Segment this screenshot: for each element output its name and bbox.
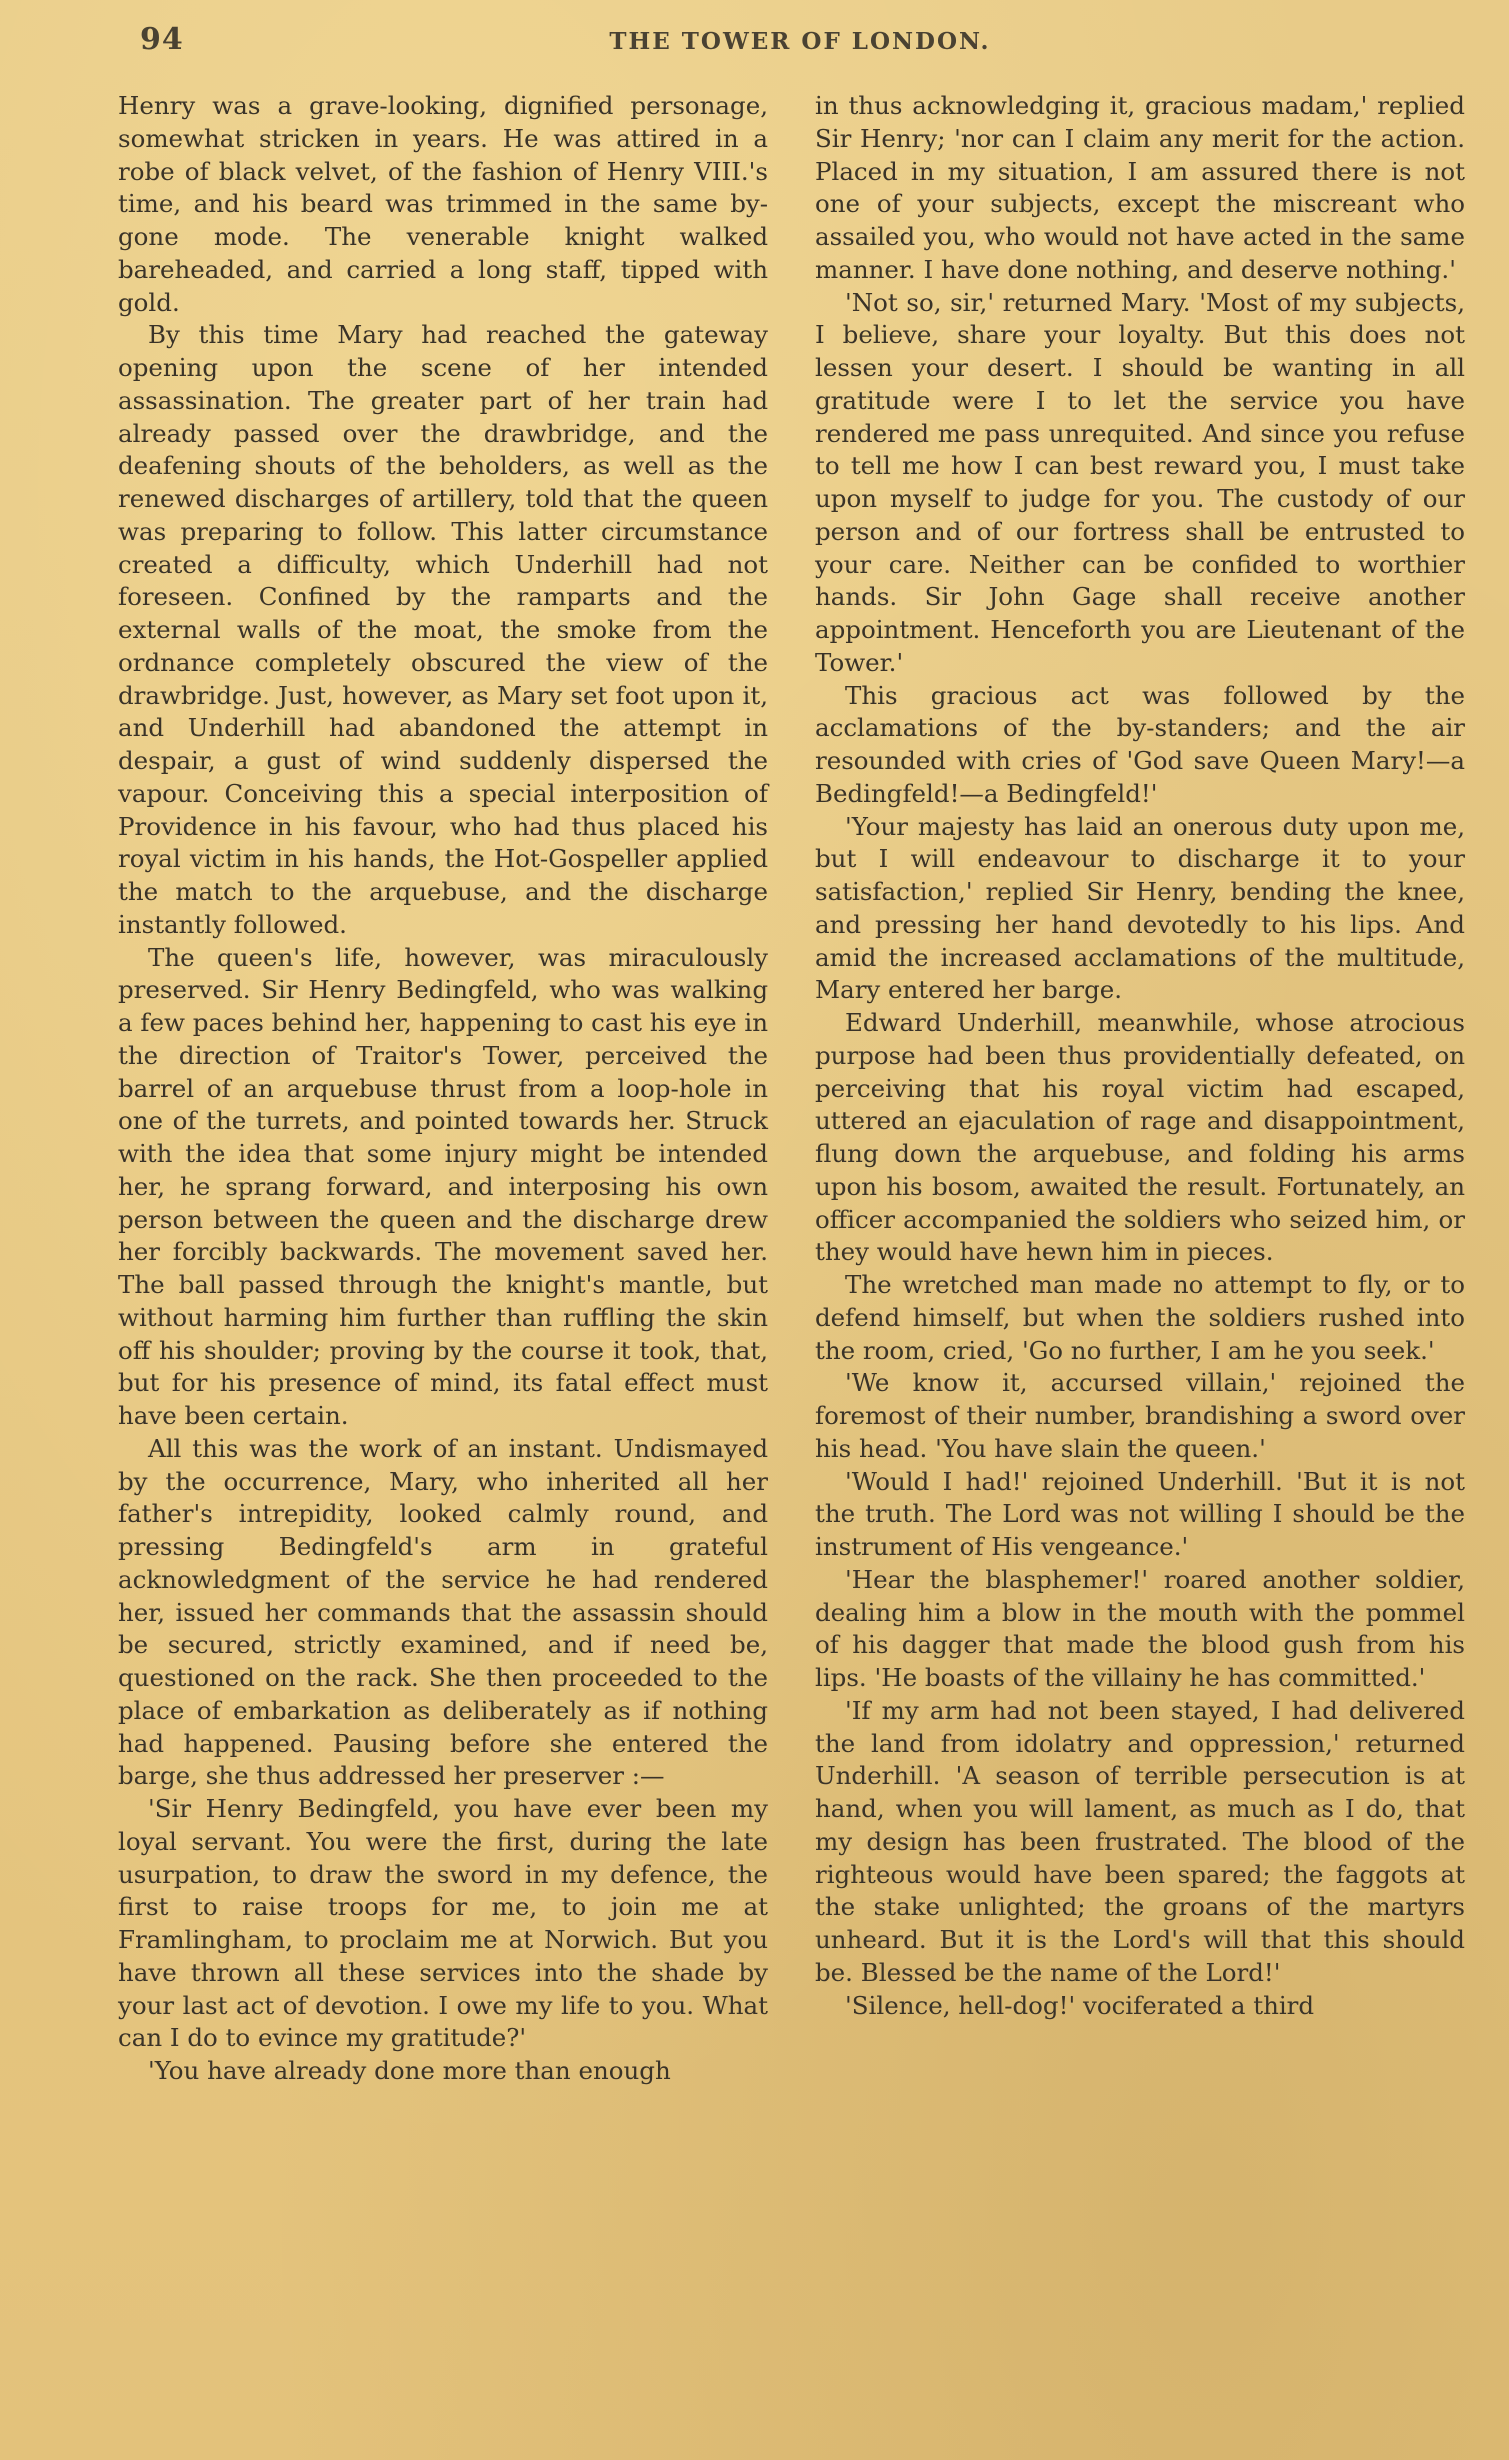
paragraph: Henry was a grave-looking, dignified personage, somewhat stricken in years. He was attired in a robe of black velvet, of the fashion of Henry VIII.'s time, and his beard was trimmed in the same by-gone mode. The venerable knight walked bareheaded, and carried a long staff, tipped with gold. — [118, 91, 768, 317]
paragraph: 'You have already done more than enough — [148, 2056, 671, 2085]
book-title: THE TOWER OF LONDON. — [609, 28, 991, 55]
paragraph: All this was the work of an instant. Undismayed by the occurrence, Mary, who inherited all her father's intrepidity, looked calmly round, and pressing Bedingfeld's arm in grateful acknowledgment of the service he had rendered her, issued her commands that the assassin should be secured, strictly examined, and if need be, questioned on the rack. She then proceeded to the place of embarkation as deliberately as if nothing had happened. Pausing before she entered the barge, she thus addressed her preserver :— — [118, 1433, 768, 1791]
paragraph: in thus acknowledging it, gracious madam,' replied Sir Henry; 'nor can I claim any merit for the action. Placed in my situation, I am assured there is not one of your subjects, except the miscreant who assailed you, who would not have acted in the same manner. I have done nothing, and deserve nothing.' — [815, 91, 1465, 284]
paragraph: Edward Underhill, meanwhile, whose atrocious purpose had been thus providentially defeated, on perceiving that his royal victim had escaped, uttered an ejaculation of rage and disappointment, flung down the arquebuse, and folding his arms upon his bosom, awaited the result. Fortunately, an officer accompanied the soldiers who seized him, or they would have hewn him in pieces. — [815, 1008, 1465, 1267]
paragraph: This gracious act was followed by the acclamations of the by-standers; and the air resounded with cries of 'God save Queen Mary!—a Bedingfeld!—a Bedingfeld!' — [815, 680, 1465, 808]
paragraph: 'Silence, hell-dog!' vociferated a third — [845, 1990, 1315, 2020]
left-column — [118, 90, 768, 2088]
paragraph: The queen's life, however, was miraculously preserved. Sir Henry Bedingfeld, who was walking a few paces behind her, happening to cast his eye in the direction of Traitor's Tower, perceived the barrel of an arquebuse thrust from a loop-hole in one of the turrets, and pointed towards her. Struck with the idea that some injury might be intended her, he sprang forward, and interposing his own person between the queen and the discharge drew her forcibly backwards. The movement saved her. The ball passed through the knight's mantle, but without harming him further than ruffling the skin off his shoulder; proving by the course it took, that, but for his presence of mind, its fatal effect must have been certain. — [118, 942, 768, 1430]
paragraph: 'If my arm had not been stayed, I had delivered the land from idolatry and oppression,' returned Underhill. 'A season of terrible persecution is at hand, when you will lament, as much as I do, that my design has been frustrated. The blood of the righteous would have been spared; the faggots at the stake unlighted; the groans of the martyrs unheard. But it is the Lord's will that this should be. Blessed be the name of the Lord!' — [815, 1695, 1465, 1987]
page-number: 94 — [140, 22, 184, 57]
paragraph: 'Would I had!' rejoined Underhill. 'But it is not the truth. The Lord was not willing I should be the instrument of His vengeance.' — [815, 1466, 1465, 1561]
paragraph: 'Sir Henry Bedingfeld, you have ever been my loyal servant. You were the first, during the late usurpation, to draw the sword in my defence, the first to raise troops for me, to join me at Framlingham, to proclaim me at Norwich. But you have thrown all these services into the shade by your last act of devotion. I owe my life to you. What can I do to evince my gratitude?' — [118, 1794, 768, 2053]
paragraph: The wretched man made no attempt to fly, or to defend himself, but when the soldiers rushed into the room, cried, 'Go no further, I am he you seek.' — [815, 1270, 1465, 1365]
paragraph: 'We know it, accursed villain,' rejoined the foremost of their number, brandishing a sword over his head. 'You have slain the queen.' — [815, 1368, 1465, 1463]
paragraph: By this time Mary had reached the gateway opening upon the scene of her intended assassination. The greater part of her train had already passed over the drawbridge, and the deafening shouts of the beholders, as well as the renewed discharges of artillery, told that the queen was preparing to follow. This latter circumstance created a difficulty, which Underhill had not foreseen. Confined by the ramparts and the external walls of the moat, the smoke from the ordnance completely obscured the view of the drawbridge. Just, however, as Mary set foot upon it, and Underhill had abandoned the attempt in despair, a gust of wind suddenly dispersed the vapour. Conceiving this a special interposition of Providence in his favour, who had thus placed his royal victim in his hands, the Hot-Gospeller applied the match to the arquebuse, and the discharge instantly followed. — [118, 320, 768, 939]
paragraph: 'Your majesty has laid an onerous duty upon me, but I will endeavour to discharge it to your satisfaction,' replied Sir Henry, bending the knee, and pressing her hand devotedly to his lips. And amid the increased acclamations of the multitude, Mary entered her barge. — [815, 811, 1465, 1005]
running-head — [140, 22, 1460, 72]
right-column — [815, 90, 1465, 2022]
paragraph: 'Hear the blasphemer!' roared another soldier, dealing him a blow in the mouth with the pommel of his dagger that made the blood gush from his lips. 'He boasts of the villainy he has committed.' — [815, 1564, 1465, 1692]
paragraph: 'Not so, sir,' returned Mary. 'Most of my subjects, I believe, share your loyalty. But this does not lessen your desert. I should be wanting in all gratitude were I to let the service you have rendered me pass unrequited. And since you refuse to tell me how I can best reward you, I must take upon myself to judge for you. The custody of our person and of our fortress shall be entrusted to your care. Neither can be confided to worthier hands. Sir John Gage shall receive another appointment. Henceforth you are Lieutenant of the Tower.' — [815, 287, 1465, 677]
